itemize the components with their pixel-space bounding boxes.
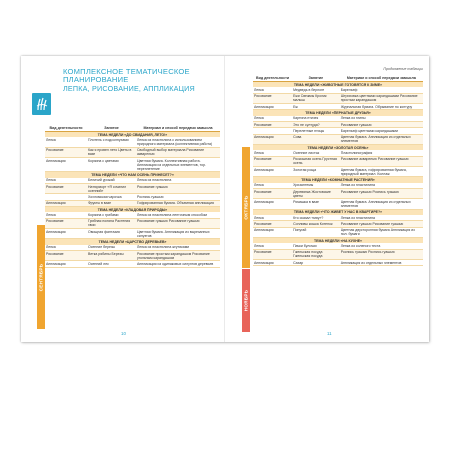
table-row bbox=[45, 158, 220, 172]
table-cell: Рисование bbox=[254, 157, 272, 162]
table-cell: Рисование гуашью bbox=[340, 122, 372, 127]
week-theme: ТЕМА НЕДЕЛИ «ЗОЛОТАЯ ОСЕНЬ» bbox=[253, 145, 423, 150]
table-cell: Рисование bbox=[46, 184, 64, 189]
table-cell: Хохломская чарочка bbox=[88, 194, 122, 199]
table-cell: Аппликация bbox=[254, 228, 274, 233]
table-cell: Лепка из пластилина ленточным способом bbox=[137, 212, 207, 217]
table-cell: Лепка из пластилина bbox=[137, 178, 172, 183]
table-cell: Барельеф bbox=[340, 87, 358, 92]
table-cell: Хризантемы bbox=[293, 183, 314, 188]
week-theme: ТЕМА НЕДЕЛИ «КЛАДОВАЯ ПРИРОДЫ» bbox=[45, 207, 220, 212]
table-row bbox=[253, 135, 423, 145]
table-cell: Плотель с подсолнухами bbox=[88, 137, 129, 142]
left-page bbox=[21, 56, 225, 342]
table-cell: Медведь в берлоге bbox=[293, 87, 325, 92]
table-cell: Лепка из глины bbox=[340, 116, 366, 121]
header-cell: Занятие bbox=[308, 76, 324, 80]
table-cell: Цветная двусторонняя бумага Аппликация из пол. бумаги bbox=[340, 228, 415, 237]
table-row bbox=[253, 199, 423, 209]
table-cell: Деревянка Жостовские цветы bbox=[293, 189, 331, 198]
table-cell: Рисование гуашью Рисование гуашью bbox=[340, 221, 404, 226]
table-cell: Рисование bbox=[254, 221, 272, 226]
month-tag-october bbox=[242, 147, 250, 268]
table-cell: Лепка bbox=[254, 150, 264, 155]
table-cell: Роспись гуашью bbox=[137, 194, 164, 199]
week-theme: ТЕМА НЕДЕЛИ «ДО СВИДАНИЯ, ЛЕТО!» bbox=[45, 132, 220, 137]
table-cell: Осенний лес bbox=[88, 261, 109, 266]
table-cell: Цветная бумага, гофрированная бумага, природный материал. Коллаж bbox=[340, 167, 407, 176]
table-cell: Лепка bbox=[46, 137, 56, 142]
table-cell: Как я провел лето Цветы в вазе bbox=[88, 148, 132, 157]
table-cell: Лепка из пластилина с использованием природного материала (коллективная работа) bbox=[137, 137, 213, 146]
continuation-note: Продолжение таблицы bbox=[383, 67, 423, 71]
table-cell: Лепка bbox=[254, 183, 264, 188]
table-cell: Аппликация bbox=[254, 167, 274, 172]
table-row bbox=[253, 167, 423, 177]
table-cell: Лепка из пластилина жгутиками bbox=[137, 245, 190, 250]
table-cell: Лепка bbox=[46, 212, 56, 217]
table-cell: Корзина с грибами bbox=[88, 212, 119, 217]
table-cell bbox=[45, 194, 87, 199]
table-cell: Барельеф цветными карандашами bbox=[340, 128, 398, 133]
plan-table-right bbox=[253, 75, 423, 266]
table-cell: Аппликация bbox=[254, 260, 274, 265]
table-cell: Рисование bbox=[254, 94, 272, 99]
table-cell: Журнальная бумага. Обрывание по контуру bbox=[340, 104, 413, 109]
palm-logo-icon bbox=[32, 93, 51, 115]
table-cell: Свободный выбор материала Рисование акварелью bbox=[137, 148, 205, 157]
table-cell: Аппликация из отдельных элементов bbox=[340, 260, 402, 265]
header-cell: Материал и способ передачи замысла bbox=[143, 126, 213, 130]
table-cell: Лепка из соленого теста bbox=[340, 243, 381, 248]
table-cell: Беличий урожай bbox=[88, 178, 115, 183]
table-cell: Цветная бумага. Коллективная работа. Аппликация из отдельных элементов, тор. переплетение bbox=[137, 158, 207, 171]
page-number-right: 11 bbox=[327, 331, 332, 336]
plan-table-left bbox=[45, 125, 220, 268]
table-cell: Рисование bbox=[46, 219, 64, 224]
table-row bbox=[253, 189, 423, 199]
table-row bbox=[45, 251, 220, 261]
table-cell: Кто сказал «мяу»? bbox=[293, 215, 324, 220]
table-cell: Рисование гуашью Рисование гуашью bbox=[137, 219, 200, 224]
table-cell: Аппликация bbox=[46, 229, 66, 234]
header-cell: Вид деятельности bbox=[256, 76, 290, 80]
table-cell: Ежи Свежмы Кролик малыш bbox=[293, 94, 327, 103]
table-cell: Лепка bbox=[254, 87, 264, 92]
book-spread bbox=[21, 56, 429, 342]
table-cell: Рисование bbox=[46, 148, 64, 153]
table-header bbox=[45, 125, 220, 132]
table-cell: Еж bbox=[293, 104, 298, 109]
table-row bbox=[45, 261, 220, 267]
table-cell: Лепка bbox=[254, 116, 264, 121]
table-cell: Рисование простым карандашом Рисование угольным карандашом bbox=[137, 251, 210, 260]
table-cell: Роспись гуашью Роспись гуашью bbox=[340, 250, 395, 255]
table-row bbox=[45, 184, 220, 194]
table-cell: Попугай bbox=[293, 228, 307, 233]
table-row bbox=[45, 148, 220, 158]
table-cell: Аппликация bbox=[254, 104, 274, 109]
table-row bbox=[45, 229, 220, 239]
table-cell bbox=[253, 128, 292, 133]
table-cell: Роскошная осень Грустная осень bbox=[293, 157, 337, 166]
week-theme: ТЕМА НЕДЕЛИ «КОМНАТНЫЕ РАСТЕНИЯ» bbox=[253, 177, 423, 182]
month-tag-september bbox=[37, 225, 45, 329]
week-theme: ТЕМА НЕДЕЛИ «ЦАРСТВО ДЕРЕВЬЕВ» bbox=[45, 239, 220, 244]
table-cell: Лепка из пластилина bbox=[340, 183, 375, 188]
table-cell: Аппликация bbox=[46, 158, 66, 163]
table-cell: Рисование bbox=[254, 250, 272, 255]
week-theme: ТЕМА НЕДЕЛИ «ЖИВОТНЫЕ ГОТОВЯТСЯ К ЗИМЕ» bbox=[253, 82, 423, 87]
table-cell: Овощная фантазия bbox=[88, 229, 120, 234]
table-cell: Цветная бумага. Аппликация из отдельных элементов bbox=[340, 199, 411, 208]
table-row bbox=[253, 250, 423, 260]
table-cell: Аппликация bbox=[46, 261, 66, 266]
table-cell: Лепка bbox=[254, 243, 264, 248]
table-cell: Штриховка цветными карандашами Рисование простым карандашом bbox=[340, 94, 418, 103]
month-label: НОЯБРЬ bbox=[243, 289, 249, 312]
table-cell: Рисование bbox=[46, 251, 64, 256]
week-theme: ТЕМА НЕДЕЛИ «ПЕРНАТЫЕ ДРУЗЬЯ» bbox=[253, 110, 423, 115]
table-cell: Аппликация bbox=[254, 199, 274, 204]
page-title bbox=[63, 68, 223, 93]
page-number-left: 10 bbox=[121, 331, 126, 336]
table-cell: Корзина с цветами bbox=[88, 158, 119, 163]
week-theme: ТЕМА НЕДЕЛИ «ЧТО НАМ ОСЕНЬ ПРИНЕСЕТ?» bbox=[45, 172, 220, 177]
table-cell: Сова bbox=[293, 135, 302, 140]
table-cell: Рисование гуашью Роспись гуашью bbox=[340, 189, 399, 194]
table-header bbox=[253, 75, 423, 82]
table-cell: Рисование bbox=[254, 122, 272, 127]
table-cell: Аппликация из одинаковых силуэтов деревьев bbox=[137, 261, 214, 266]
header-cell: Вид деятельности bbox=[49, 126, 83, 130]
table-cell: Лепка bbox=[46, 245, 56, 250]
table-cell: Цветная бумага. Аппликация из отдельных элементов bbox=[340, 135, 411, 144]
table-cell: Гжельская посуда Гжельская посуда bbox=[293, 250, 323, 259]
table-row bbox=[253, 260, 423, 266]
right-page bbox=[225, 56, 429, 342]
table-cell: Лепка bbox=[46, 178, 56, 183]
table-cell: Грибная поляна Растения хвои bbox=[88, 219, 131, 228]
table-cell: Сахар bbox=[293, 260, 304, 265]
week-theme: ТЕМА НЕДЕЛИ «НА КУХНЕ» bbox=[253, 238, 423, 243]
month-tag-november bbox=[242, 269, 250, 332]
table-cell: Рисование bbox=[254, 189, 272, 194]
table-cell: Осенние листья bbox=[293, 150, 320, 155]
table-cell: Ромашка в вазе bbox=[293, 199, 319, 204]
table-cell: Фрукты в вазе bbox=[88, 201, 112, 206]
title-line-1: КОМПЛЕКСНОЕ ТЕМАТИЧЕСКОЕ bbox=[63, 67, 190, 76]
table-cell: Сонливы кошка Котенок bbox=[293, 221, 333, 226]
table-cell: Осенние березы bbox=[88, 245, 116, 250]
title-line-3: ЛЕПКА, РИСОВАНИЕ, АППЛИКАЦИЯ bbox=[63, 83, 195, 93]
table-cell: Пластилинография bbox=[340, 150, 373, 155]
table-cell: Натюрморт «Я сочинил осенний» bbox=[88, 184, 127, 193]
title-line-2: ПЛАНИРОВАНИЕ bbox=[63, 75, 129, 85]
table-cell: Лепка bbox=[254, 215, 264, 220]
table-cell: Аппликация bbox=[46, 201, 66, 206]
table-row bbox=[253, 157, 423, 167]
table-cell: Аппликация bbox=[254, 135, 274, 140]
table-row bbox=[45, 137, 220, 147]
table-cell: Рисование гуашью bbox=[137, 184, 168, 189]
table-cell: Это не султуда? bbox=[293, 122, 320, 127]
table-cell: Цветная бумага. Аппликация из вырезанных силуэтов bbox=[137, 229, 210, 238]
week-theme: ТЕМА НЕДЕЛИ «ЧТО ЖИВЕТ У НАС В КВАРТИРЕ?» bbox=[253, 210, 423, 215]
table-row bbox=[45, 219, 220, 229]
month-label: СЕНТЯБРЬ bbox=[38, 263, 44, 291]
table-cell: Рисование акварелью Рисование гуашью bbox=[340, 157, 409, 162]
table-cell: Гофрированная бумага. Объемная аппликация bbox=[137, 201, 214, 206]
table-cell: Лепка из пластилина bbox=[340, 215, 375, 220]
header-cell: Материал и способ передачи замысла bbox=[346, 76, 416, 80]
table-row bbox=[253, 228, 423, 238]
table-cell: Пачки булочки bbox=[293, 243, 317, 248]
header-cell: Занятие bbox=[104, 126, 119, 130]
table-cell: Перелетные птицы bbox=[293, 128, 325, 133]
table-cell: Золотая роща bbox=[293, 167, 317, 172]
month-label: ОКТЯБРЬ bbox=[243, 195, 249, 220]
table-cell: Ветка рябины Березы bbox=[88, 251, 124, 256]
table-row bbox=[253, 94, 423, 104]
table-cell: Картина птичек bbox=[293, 116, 319, 121]
